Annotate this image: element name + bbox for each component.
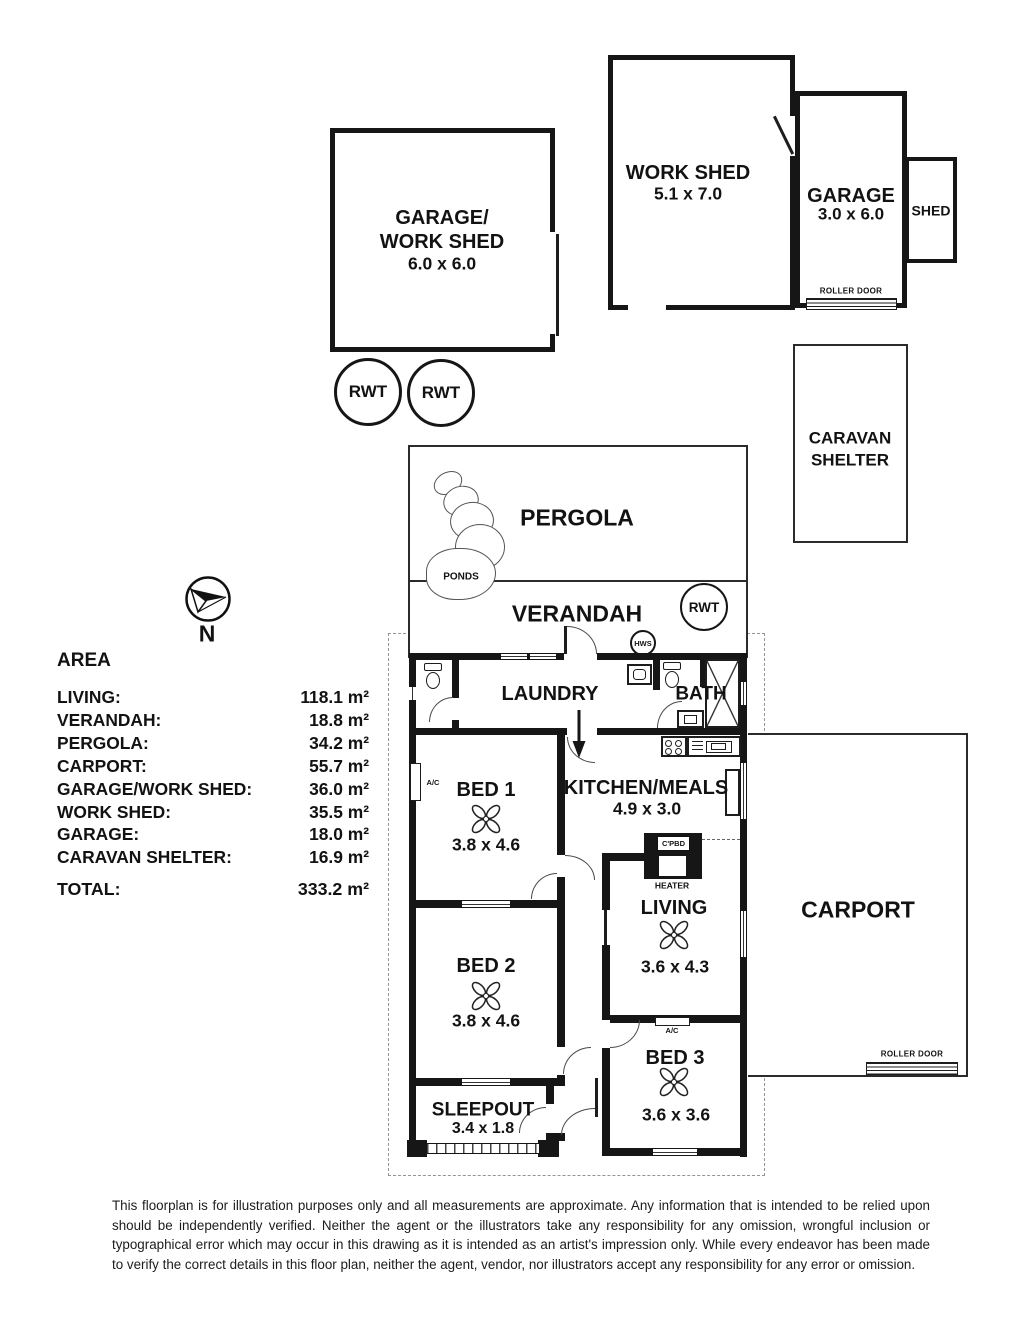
- verandah-label: VERANDAH: [511, 600, 643, 627]
- cooktop-icon: [661, 736, 687, 757]
- area-row: [57, 846, 369, 869]
- shed-label: SHED: [911, 202, 951, 219]
- north-arrow-icon: [182, 573, 234, 625]
- sleepout-label: SLEEPOUT: [431, 1099, 535, 1121]
- work-shed-label: WORK SHED: [625, 162, 751, 184]
- area-row-label: GARAGE/WORK SHED:: [57, 778, 253, 799]
- sink-bowl-icon: [711, 743, 726, 750]
- living-wall: [602, 945, 610, 1020]
- sleepout-wall: [546, 1078, 554, 1104]
- laundry-label: LAUNDRY: [501, 683, 599, 705]
- ponds-label: PONDS: [443, 571, 479, 583]
- hws-label: HWS: [634, 638, 652, 648]
- garage-work-shed-dims: 6.0 x 6.0: [407, 253, 477, 274]
- bed2-dims: 3.8 x 4.6: [451, 1010, 521, 1031]
- area-row: [57, 732, 369, 755]
- bath-label: BATH: [675, 683, 727, 705]
- laundry-sink-icon: [627, 664, 652, 685]
- living-dims: 3.6 x 4.3: [640, 956, 710, 977]
- garage-work-shed-door-leaf: [556, 234, 559, 336]
- rwt-tank: [407, 359, 475, 427]
- drainer-icon: [692, 741, 703, 752]
- area-row: [57, 686, 369, 709]
- cpbd-label: C'PBD: [661, 839, 686, 848]
- ac-label: A/C: [665, 1025, 679, 1035]
- window: [653, 1149, 697, 1155]
- rear-door-leaf: [595, 1078, 598, 1117]
- area-row-value: 34.2 m²: [309, 732, 369, 753]
- area-row-label: LIVING:: [57, 687, 121, 707]
- ceiling-fan-icon: [656, 917, 692, 953]
- ac-label: A/C: [426, 777, 440, 787]
- toilet-icon: [424, 663, 442, 671]
- window: [462, 1079, 510, 1085]
- entry-door-opening: [564, 653, 597, 660]
- sleepout-post: [538, 1140, 559, 1157]
- garage-work-shed-door-opening: [550, 232, 555, 334]
- area-row-value: 16.9 m²: [309, 847, 369, 868]
- sleepout-dims: 3.4 x 1.8: [451, 1120, 515, 1138]
- carport-roller-door-label: ROLLER DOOR: [880, 1049, 944, 1059]
- rwt-label: RWT: [688, 599, 720, 615]
- window: [741, 911, 746, 957]
- area-row-value: 55.7 m²: [309, 755, 369, 776]
- bed3-label: BED 3: [645, 1047, 705, 1069]
- area-row-value: 118.1 m²: [300, 687, 369, 707]
- area-row: [57, 823, 369, 846]
- garage-roller-door: [806, 298, 897, 310]
- ceiling-fan-icon: [656, 1064, 692, 1100]
- garage-roller-door-label: ROLLER DOOR: [819, 286, 883, 296]
- north-label: N: [198, 620, 216, 647]
- vanity-sink-icon: [677, 710, 704, 728]
- disclaimer-text: This floorplan is for illustration purposes only and all measurements are approximate. Any information that is intended to be relied upon should be independently verified. Neither the agent or the illustrators take any responsibility for any omission, wrongful inclusion or typographical error which may occur in this drawing as it is intended as an artist's impression only. While every endeavor has been made to verify the correct details in this floor plan, neither the agent, vendor, nor illustrators accept any responsibility for any error or omission.: [112, 1198, 930, 1272]
- bed1-dims: 3.8 x 4.6: [451, 834, 521, 855]
- area-row: [57, 778, 369, 801]
- bench-dashed-line: [702, 839, 740, 840]
- area-total-row: [57, 878, 369, 901]
- ceiling-fan-icon: [468, 978, 504, 1014]
- area-row: [57, 801, 369, 824]
- caravan-shelter-label-1: CARAVAN: [808, 428, 892, 448]
- area-table-title: AREA: [57, 650, 111, 671]
- bed2-label: BED 2: [456, 955, 516, 977]
- area-row-value: 18.0 m²: [309, 824, 369, 845]
- ceiling-fan-icon: [468, 801, 504, 837]
- bed1-label: BED 1: [456, 779, 516, 801]
- area-row: [57, 709, 369, 732]
- sleepout-post: [407, 1140, 427, 1157]
- window: [741, 763, 746, 819]
- rwt-label: RWT: [421, 383, 461, 402]
- bed1-wall: [557, 877, 565, 900]
- area-row-value: 35.5 m²: [309, 801, 369, 822]
- sink-bowl-icon: [633, 669, 646, 680]
- living-wall: [602, 853, 610, 910]
- sink-bowl-icon: [684, 715, 697, 724]
- sleepout-window-band: [427, 1143, 539, 1154]
- toilet-icon: [426, 672, 440, 689]
- pergola-label: PERGOLA: [520, 504, 634, 531]
- garage-dims: 3.0 x 6.0: [817, 204, 885, 224]
- heater-label: HEATER: [654, 880, 690, 891]
- work-shed-door-opening: [628, 305, 666, 310]
- area-row-label: VERANDAH:: [57, 709, 162, 730]
- rwt-tank: [680, 583, 728, 631]
- area-row-value: 18.8 m²: [309, 709, 369, 730]
- window: [530, 654, 556, 659]
- window: [462, 901, 510, 907]
- rwt-tank: [334, 358, 402, 426]
- kitchen-meals-dims: 4.9 x 3.0: [612, 798, 682, 819]
- area-row-label: GARAGE:: [57, 824, 140, 845]
- area-row-value: 36.0 m²: [309, 778, 369, 799]
- house-wall: [597, 728, 747, 735]
- carport-label: CARPORT: [801, 896, 915, 923]
- kitchen-bench-icon: [687, 736, 741, 757]
- area-row-label: CARPORT:: [57, 755, 147, 776]
- area-table: [57, 650, 369, 901]
- work-shed-dims: 5.1 x 7.0: [653, 183, 723, 204]
- garage-label: GARAGE: [807, 185, 895, 207]
- area-row: [57, 755, 369, 778]
- area-row-label: PERGOLA:: [57, 732, 149, 753]
- garage-work-shed-label-2: WORK SHED: [379, 231, 505, 253]
- ac-unit-icon: [410, 763, 421, 801]
- laundry-arrow-icon: [571, 708, 587, 760]
- bath-wall: [653, 660, 660, 690]
- toilet-icon: [663, 662, 681, 670]
- cupboard-label-box: [657, 836, 690, 851]
- area-total-label: TOTAL:: [57, 879, 121, 900]
- bed3-wall: [602, 1048, 610, 1156]
- kitchen-meals-label: KITCHEN/MEALS: [563, 777, 729, 799]
- wc-wall: [452, 660, 459, 698]
- area-row-label: WORK SHED:: [57, 801, 171, 822]
- entry-door-leaf: [564, 626, 567, 654]
- window: [741, 682, 746, 705]
- carport-roller-door: [866, 1062, 958, 1075]
- living-door-leaf: [604, 910, 607, 945]
- wc-wall: [452, 720, 459, 728]
- window: [501, 654, 527, 659]
- window: [409, 687, 416, 700]
- ac-unit-icon: [655, 1017, 690, 1026]
- bed3-dims: 3.6 x 3.6: [641, 1104, 711, 1125]
- rwt-label: RWT: [348, 382, 388, 401]
- bed2-wall: [557, 908, 565, 1047]
- garage-work-shed-label-1: GARAGE/: [395, 207, 489, 229]
- caravan-shelter-label-2: SHELTER: [810, 450, 890, 470]
- heater-recess: [659, 856, 686, 876]
- area-total-value: 333.2 m²: [297, 879, 369, 900]
- area-row-label: CARAVAN SHELTER:: [57, 847, 232, 868]
- house-wall: [409, 728, 567, 735]
- living-label: LIVING: [640, 897, 708, 919]
